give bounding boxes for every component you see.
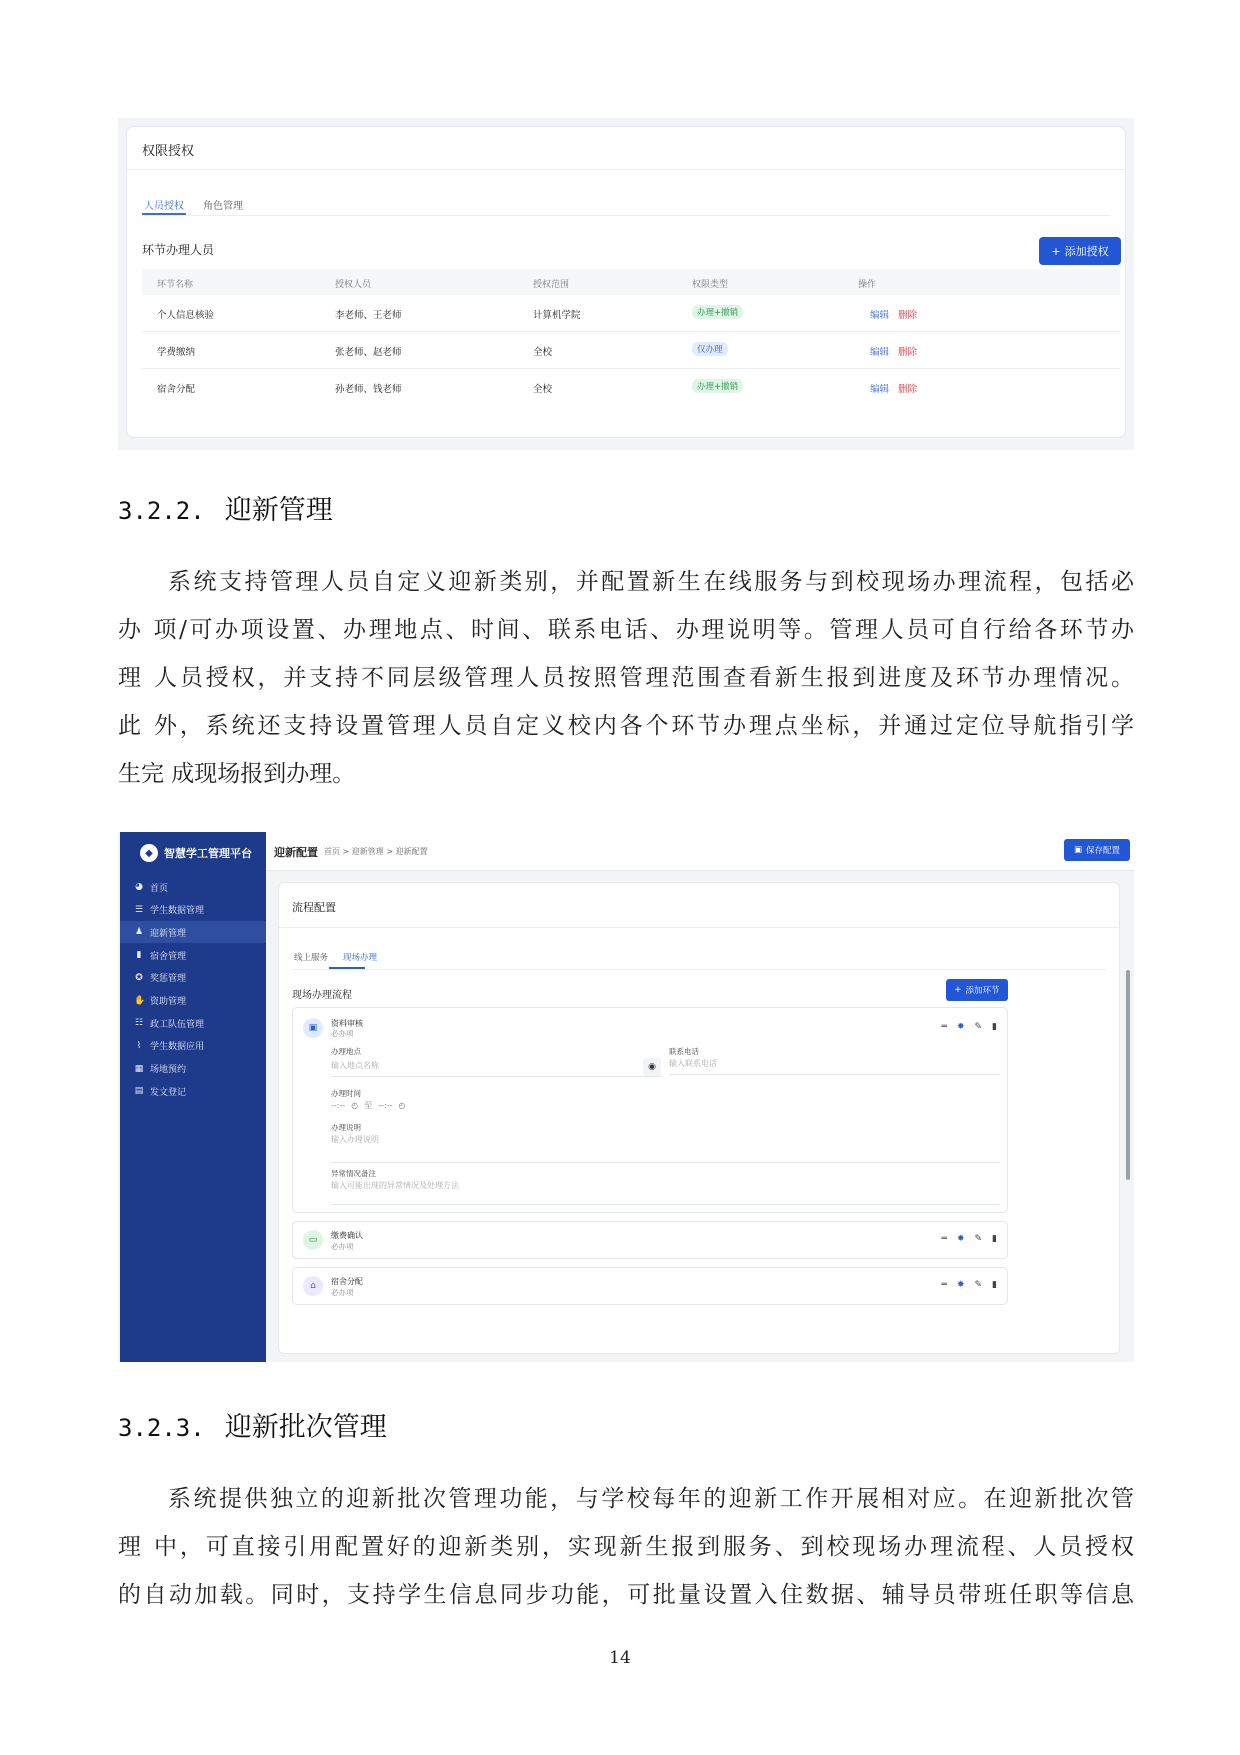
section-title: 迎新批次管理 (224, 1412, 387, 1443)
sidebar-item-label: 奖惩管理 (150, 974, 187, 985)
time-label: 办理时间 (331, 1089, 361, 1098)
delete-link[interactable]: 删除 (898, 310, 918, 321)
section-title: 迎新管理 (224, 495, 333, 526)
add-step-label: 添加环节 (965, 986, 1000, 996)
desc-label: 办理说明 (331, 1123, 361, 1132)
sidebar-item-label: 政工队伍管理 (150, 1019, 205, 1030)
cell-step: 学费缴纳 (157, 347, 196, 358)
sidebar-item[interactable] (120, 1035, 266, 1057)
time-range (331, 1100, 405, 1111)
sidebar (120, 832, 266, 1362)
sidebar-item[interactable] (120, 990, 266, 1012)
paragraph-line: 系统提供独立的迎新批次管理功能，与学校每年的迎新工作开展相对应。在迎新批次管 (168, 1486, 1134, 1512)
scrollbar[interactable] (1126, 890, 1130, 1352)
table-row (142, 295, 1120, 332)
flow-title: 现场办理流程 (292, 990, 352, 1001)
page-title: 迎新配置 (274, 846, 318, 859)
file-icon: ▤ (134, 1086, 144, 1097)
step-card[interactable] (292, 1221, 1008, 1259)
divider (292, 969, 1106, 970)
add-step-button[interactable] (946, 979, 1008, 1001)
step-card-expanded (292, 1007, 1008, 1213)
location-input[interactable]: 输入地点名称 (331, 1060, 661, 1077)
sidebar-item[interactable] (120, 944, 266, 966)
sidebar-item-label: 学生数据管理 (150, 906, 205, 917)
trash-icon[interactable]: ▮ (992, 1234, 997, 1244)
clock-icon[interactable]: ◴ (398, 1101, 406, 1110)
edit-link[interactable]: 编辑 (870, 384, 890, 395)
exception-label: 异常情况备注 (331, 1169, 376, 1178)
paragraph-line: 理 人员授权，并支持不同层级管理人员按照管理范围查看新生报到进度及环节办理情况。 (118, 665, 1134, 691)
phone-label: 联系电话 (669, 1047, 699, 1056)
card-title: 权限授权 (142, 144, 195, 159)
desc-textarea[interactable]: 输入办理说明 (331, 1134, 999, 1163)
divider (127, 169, 1125, 170)
dashboard-icon: ◕ (135, 882, 143, 892)
divider (142, 215, 1110, 216)
paragraph-322 (118, 558, 1134, 798)
sidebar-item-label: 迎新管理 (150, 928, 187, 939)
table-row (142, 369, 1120, 405)
step-name: 缴费确认 (331, 1231, 363, 1240)
divider (279, 927, 1119, 928)
delete-link[interactable]: 删除 (898, 384, 918, 395)
medal-icon: ✪ (135, 972, 143, 983)
column-header: 授权人员 (335, 280, 372, 290)
tab-role-management[interactable]: 角色管理 (203, 201, 243, 212)
sidebar-item-label: 资助管理 (150, 997, 187, 1007)
plus-icon: + (954, 985, 962, 995)
cell-step: 宿舍分配 (157, 384, 196, 395)
permission-badge: 仅办理 (692, 342, 728, 356)
sidebar-item[interactable] (120, 1080, 266, 1102)
paragraph-line: 的自动加载。同时，支持学生信息同步功能，可批量设置入住数据、辅导员带班任职等信息 (118, 1582, 1134, 1608)
trash-icon[interactable]: ▮ (992, 1280, 997, 1290)
edit-icon[interactable]: ✎ (974, 1022, 983, 1032)
calendar-icon: ▦ (134, 1063, 144, 1074)
sidebar-item-label: 发文登记 (150, 1087, 187, 1098)
paragraph-line: 此 外，系统还支持设置管理人员自定义校内各个环节办理点坐标，并通过定位导航指引学 (118, 713, 1134, 739)
section-heading-322 (118, 488, 333, 527)
brand-name: 智慧学工管理平台 (164, 847, 252, 860)
save-icon: ▣ (1073, 845, 1082, 855)
gear-icon[interactable]: ✸ (956, 1022, 965, 1032)
edit-link[interactable]: 编辑 (870, 347, 890, 358)
gear-icon[interactable]: ✸ (956, 1280, 965, 1290)
scrollbar-thumb[interactable] (1126, 970, 1130, 1180)
exception-textarea[interactable]: 输入可能出现的异常情况及处理方法 (331, 1180, 999, 1205)
building-icon: ▮ (136, 950, 142, 961)
sidebar-item-label: 首页 (150, 883, 169, 894)
section-number: 3.2.3. (118, 1414, 205, 1442)
edit-link[interactable]: 编辑 (870, 310, 890, 321)
step-card[interactable] (292, 1267, 1008, 1305)
hand-holding-icon: ✋ (134, 995, 146, 1006)
table-header (142, 269, 1120, 295)
gear-icon[interactable]: ✸ (956, 1234, 965, 1244)
add-authorization-button[interactable] (1039, 237, 1121, 265)
sidebar-item[interactable] (120, 967, 266, 989)
chart-line-icon: ⌇ (136, 1040, 142, 1051)
plus-icon: + (1051, 244, 1061, 258)
graduation-cap-icon: ◆ (140, 844, 158, 862)
drag-handle-icon[interactable]: ═ (941, 1234, 947, 1244)
edit-icon[interactable]: ✎ (974, 1280, 983, 1290)
cell-scope: 全校 (533, 347, 553, 358)
tab-online-service[interactable]: 线上服务 (294, 953, 329, 963)
home-icon: ⌂ (303, 1276, 323, 1296)
permission-badge: 办理+撤销 (692, 379, 743, 393)
step-name: 宿舍分配 (331, 1277, 363, 1286)
step-tools (942, 1022, 997, 1032)
drag-handle-icon[interactable]: ═ (941, 1022, 947, 1032)
section-title: 环节办理人员 (142, 243, 215, 257)
breadcrumb: 首页 > 迎新管理 > 迎新配置 (324, 847, 428, 856)
trash-icon[interactable]: ▮ (992, 1022, 997, 1032)
panel-title: 流程配置 (292, 901, 336, 914)
cell-people: 张老师、赵老师 (335, 347, 402, 358)
student-data-icon: ☰ (134, 904, 144, 915)
paragraph-line: 理 中，可直接引用配置好的迎新类别，实现新生报到服务、到校现场办理流程、人员授权 (118, 1534, 1134, 1560)
location-label: 办理地点 (331, 1047, 361, 1056)
step-tools (942, 1234, 997, 1244)
drag-handle-icon[interactable]: ═ (941, 1280, 947, 1290)
cell-step: 个人信息核验 (157, 310, 215, 321)
step-name: 资料审核 (331, 1019, 363, 1028)
permission-badge: 办理+撤销 (692, 305, 743, 319)
permission-card (126, 126, 1126, 438)
step-status: 必办项 (331, 1029, 354, 1038)
tab-onsite[interactable]: 现场办理 (343, 953, 378, 963)
paragraph-line: 生完 成现场报到办理。 (118, 761, 356, 787)
step-status: 必办项 (331, 1288, 354, 1297)
permission-screenshot (118, 118, 1134, 450)
sidebar-item-label: 宿舍管理 (150, 951, 187, 962)
sidebar-item-label: 场地预约 (150, 1065, 187, 1076)
column-header: 授权范围 (533, 280, 570, 290)
time-separator: 至 (364, 1101, 373, 1110)
sidebar-item-label: 学生数据应用 (150, 1042, 205, 1053)
phone-input[interactable]: 输入联系电话 (669, 1058, 999, 1075)
section-number: 3.2.2. (118, 497, 205, 525)
sidebar-item[interactable] (120, 921, 266, 943)
column-header: 环节名称 (157, 280, 194, 290)
column-header: 权限类型 (692, 280, 729, 290)
sidebar-item[interactable] (120, 1012, 266, 1034)
save-config-label: 保存配置 (1086, 846, 1121, 856)
edit-icon[interactable]: ✎ (974, 1234, 983, 1244)
cell-people: 孙老师、钱老师 (335, 384, 402, 395)
cell-scope: 计算机学院 (533, 310, 581, 321)
page-number: 14 (609, 1648, 631, 1668)
cell-people: 李老师、王老师 (335, 310, 402, 321)
paragraph-line: 办 项/可办项设置、办理地点、时间、联系电话、办理说明等。管理人员可自行给各环节办 (118, 617, 1134, 643)
paragraph-323 (118, 1475, 1134, 1619)
delete-link[interactable]: 删除 (898, 347, 918, 358)
flow-config-panel (278, 882, 1120, 1354)
step-status: 必办项 (331, 1242, 354, 1251)
top-bar (266, 832, 1134, 871)
add-authorization-label: 添加授权 (1064, 245, 1109, 258)
team-icon: ☷ (134, 1018, 144, 1029)
money-icon: ▭ (303, 1230, 323, 1250)
sidebar-item[interactable] (120, 1058, 266, 1080)
clock-icon[interactable]: ◴ (351, 1101, 359, 1110)
brand (140, 844, 252, 862)
clipboard-icon: ▣ (303, 1018, 323, 1038)
paragraph-line: 系统支持管理人员自定义迎新类别，并配置新生在线服务与到校现场办理流程，包括必 (168, 569, 1134, 595)
cell-scope: 全校 (533, 384, 553, 395)
tab-person-auth[interactable]: 人员授权 (144, 201, 184, 212)
step-tools (942, 1280, 997, 1290)
user-plus-icon: ♟ (134, 927, 144, 938)
end-time-input[interactable]: --:-- (378, 1101, 393, 1110)
section-heading-323 (118, 1405, 387, 1444)
save-config-button[interactable] (1064, 839, 1130, 861)
start-time-input[interactable]: --:-- (331, 1101, 346, 1110)
sidebar-item[interactable] (120, 876, 266, 898)
column-header: 操作 (858, 280, 877, 290)
sidebar-item[interactable] (120, 899, 266, 921)
welcome-config-screenshot (118, 832, 1134, 1362)
map-pin-icon[interactable]: ◉ (643, 1058, 661, 1076)
table-row (142, 332, 1120, 369)
